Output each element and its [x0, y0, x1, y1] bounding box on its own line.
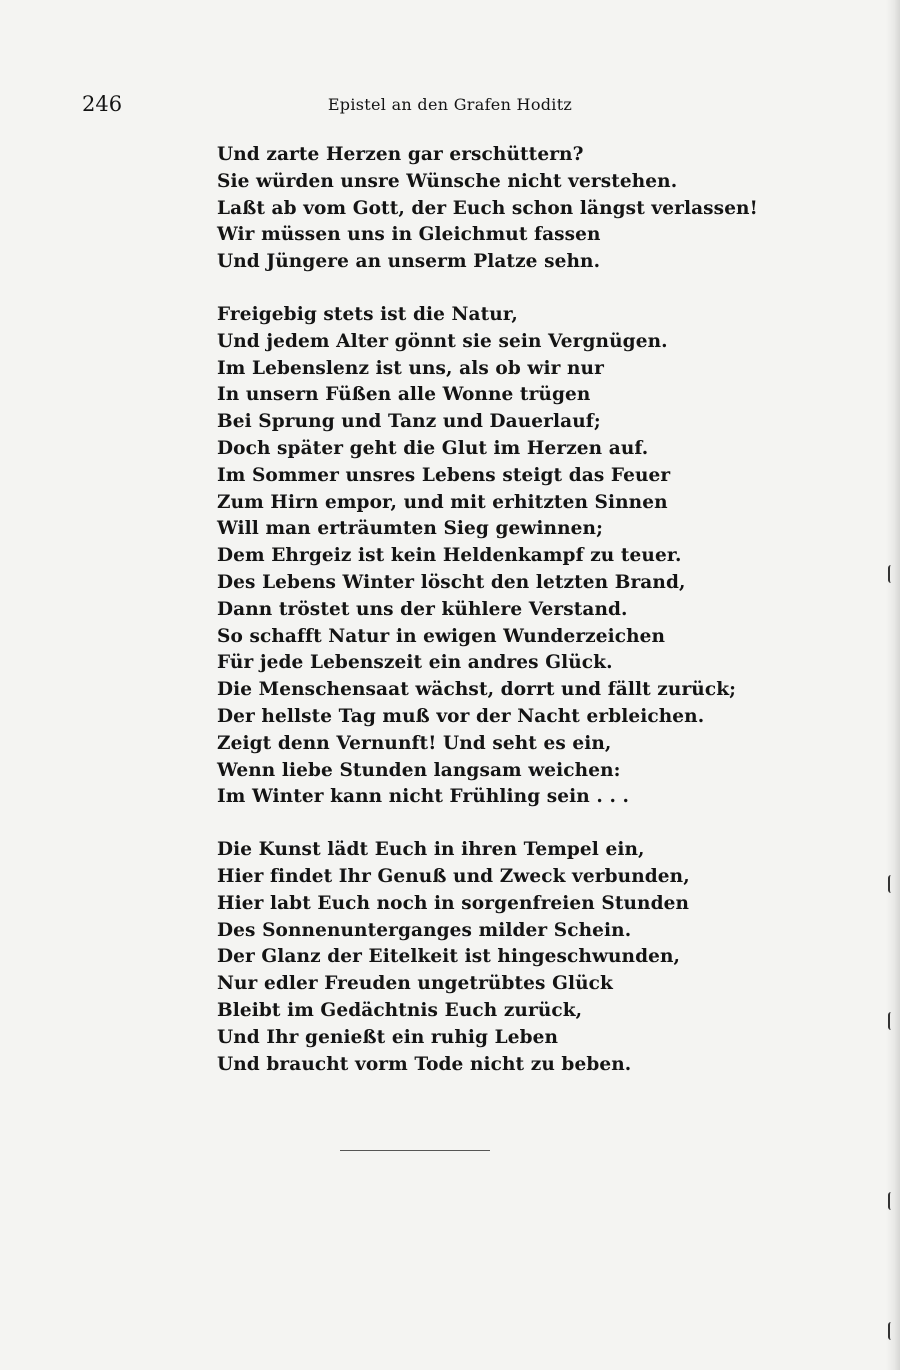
- poem-line: So schafft Natur in ewigen Wunderzeichen: [217, 625, 666, 647]
- poem-line: Wenn liebe Stunden langsam weichen:: [217, 759, 621, 781]
- poem-line: Will man erträumten Sieg gewinnen;: [217, 518, 604, 540]
- poem-line: Nur edler Freuden ungetrübtes Glück: [217, 973, 613, 995]
- stanza-3: [217, 837, 690, 1078]
- poem-line: Freigebig stets ist die Natur,: [217, 303, 518, 325]
- poem-line: Wir müssen uns in Gleichmut fassen: [217, 224, 601, 246]
- poem-line: Im Lebenslenz ist uns, als ob wir nur: [217, 357, 604, 379]
- poem-line: In unsern Füßen alle Wonne trügen: [217, 384, 591, 406]
- binding-mark: [888, 1192, 896, 1210]
- poem-line: Und braucht vorm Tode nicht zu beben.: [217, 1053, 632, 1075]
- poem-line: Sie würden unsre Wünsche nicht verstehen.: [217, 170, 678, 192]
- poem-line: Des Sonnenunterganges milder Schein.: [217, 919, 632, 941]
- poem-line: Zum Hirn empor, und mit erhitzten Sinnen: [217, 491, 668, 513]
- poem-line: Und Jüngere an unserm Platze sehn.: [217, 251, 601, 273]
- poem-line: Hier labt Euch noch in sorgenfreien Stunden: [217, 892, 690, 914]
- poem-line: Des Lebens Winter löscht den letzten Brand,: [217, 571, 686, 593]
- binding-mark: [888, 875, 896, 893]
- poem-line: Hier findet Ihr Genuß und Zweck verbunden,: [217, 865, 690, 887]
- poem-line: Die Menschensaat wächst, dorrt und fällt zurück;: [217, 679, 737, 701]
- poem-line: Doch später geht die Glut im Herzen auf.: [217, 437, 649, 459]
- poem-line: Für jede Lebenszeit ein andres Glück.: [217, 652, 613, 674]
- poem-line: Bleibt im Gedächtnis Euch zurück,: [217, 999, 583, 1021]
- binding-mark: [888, 1012, 896, 1030]
- page-edge: [886, 0, 900, 1370]
- stanza-2: [217, 302, 737, 811]
- poem-line: Der Glanz der Eitelkeit ist hingeschwunden,: [217, 946, 681, 968]
- poem-line: Im Sommer unsres Lebens steigt das Feuer: [217, 464, 671, 486]
- poem-line: Dem Ehrgeiz ist kein Heldenkampf zu teuer.: [217, 545, 682, 567]
- poem-line: Dann tröstet uns der kühlere Verstand.: [217, 598, 628, 620]
- poem-line: Und zarte Herzen gar erschüttern?: [217, 144, 584, 165]
- binding-mark: [888, 565, 896, 583]
- binding-mark: [888, 1322, 896, 1340]
- poem-line: Bei Sprung und Tanz und Dauerlauf;: [217, 411, 601, 433]
- end-rule: [340, 1150, 490, 1151]
- poem-line: Der hellste Tag muß vor der Nacht erbleichen.: [217, 705, 705, 727]
- stanza-1: [217, 142, 758, 276]
- poem-line: Zeigt denn Vernunft! Und seht es ein,: [217, 732, 612, 754]
- poem-line: Im Winter kann nicht Frühling sein . . .: [217, 786, 630, 808]
- page-number: 246: [82, 92, 123, 116]
- running-title: Epistel an den Grafen Hoditz: [327, 95, 573, 114]
- poem-line: Und Ihr genießt ein ruhig Leben: [217, 1026, 559, 1048]
- poem-line: Und jedem Alter gönnt sie sein Vergnügen.: [217, 330, 668, 352]
- poem: [217, 142, 758, 1104]
- poem-line: Laßt ab vom Gott, der Euch schon längst verlassen!: [217, 197, 758, 219]
- poem-line: Die Kunst lädt Euch in ihren Tempel ein,: [217, 839, 645, 861]
